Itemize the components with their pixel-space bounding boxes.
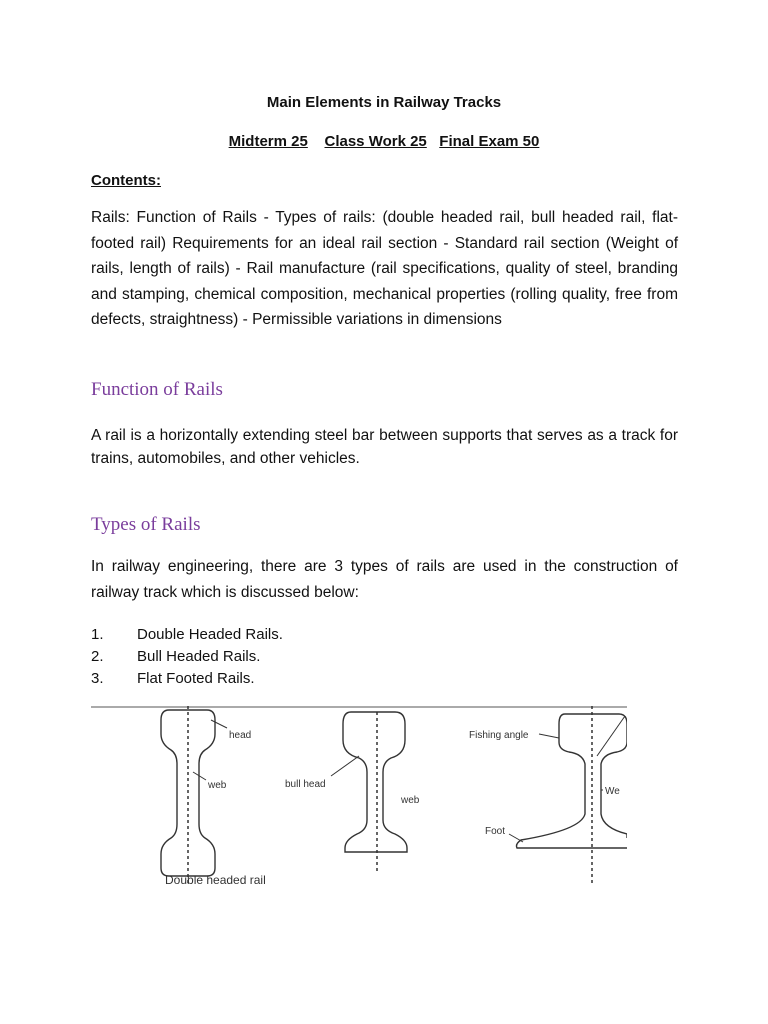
heading-function-of-rails: Function of Rails — [91, 379, 223, 400]
label-bull-head: bull head — [285, 779, 326, 790]
bull-head-leader — [331, 756, 359, 776]
label-web-2: web — [401, 795, 420, 806]
grading-classwork: Class Work 25 — [324, 133, 427, 150]
fishing-angle-leader — [539, 734, 559, 738]
document-title: Main Elements in Railway Tracks — [266, 94, 502, 111]
bull-headed-rail-shape — [343, 712, 407, 852]
label-head: head — [229, 730, 252, 741]
rail-sections-diagram — [91, 702, 627, 886]
label-foot: Foot — [485, 826, 506, 837]
grading-final: Final Exam 50 — [439, 133, 540, 150]
grading-line — [0, 133, 768, 150]
types-of-rails-text: In railway engineering, there are 3 types of rails are used in the construction of railway track which is discussed below: — [91, 558, 678, 601]
function-of-rails-text: A rail is a horizontally extending steel bar between supports that serves as a track for trains, automobiles, and other vehicles. — [91, 427, 678, 467]
foot-leader — [509, 834, 523, 842]
list-item — [91, 668, 283, 690]
list-item-text: Bull Headed Rails. — [137, 648, 261, 665]
grading-midterm: Midterm 25 — [228, 133, 308, 150]
label-fishing-angle: Fishing angle — [469, 730, 529, 741]
heading-types-of-rails: Types of Rails — [91, 514, 201, 535]
head-leader — [211, 720, 227, 728]
list-item-number: 1. — [91, 626, 104, 643]
list-item — [91, 624, 283, 646]
list-item-number: 3. — [91, 670, 104, 687]
rail-sections-figure — [91, 702, 627, 886]
label-web-1: web — [208, 780, 227, 791]
contents-text: Rails: Function of Rails - Types of rails: (double headed rail, bull headed rail, flat-footed rail) Requirements for an ideal rail section - Standard rail section (Weight of rails, length of rails) - Rail manufacture (rail specifications, quality of steel, branding and stamping, chemical composition, mechanical properties (rolling quality, free from defects, straightness) - Permissible variations in dimensions — [91, 209, 678, 328]
list-item — [91, 646, 283, 668]
label-web-3: We — [605, 786, 620, 797]
figure-caption: Double headed rail — [165, 873, 266, 886]
list-item-number: 2. — [91, 648, 104, 665]
rail-types-list — [91, 624, 283, 690]
flat-footed-rail-shape — [517, 714, 628, 848]
flat-head-leader — [597, 716, 625, 756]
contents-label: Contents: — [91, 172, 161, 189]
list-item-text: Flat Footed Rails. — [137, 670, 255, 687]
list-item-text: Double Headed Rails. — [137, 626, 283, 643]
